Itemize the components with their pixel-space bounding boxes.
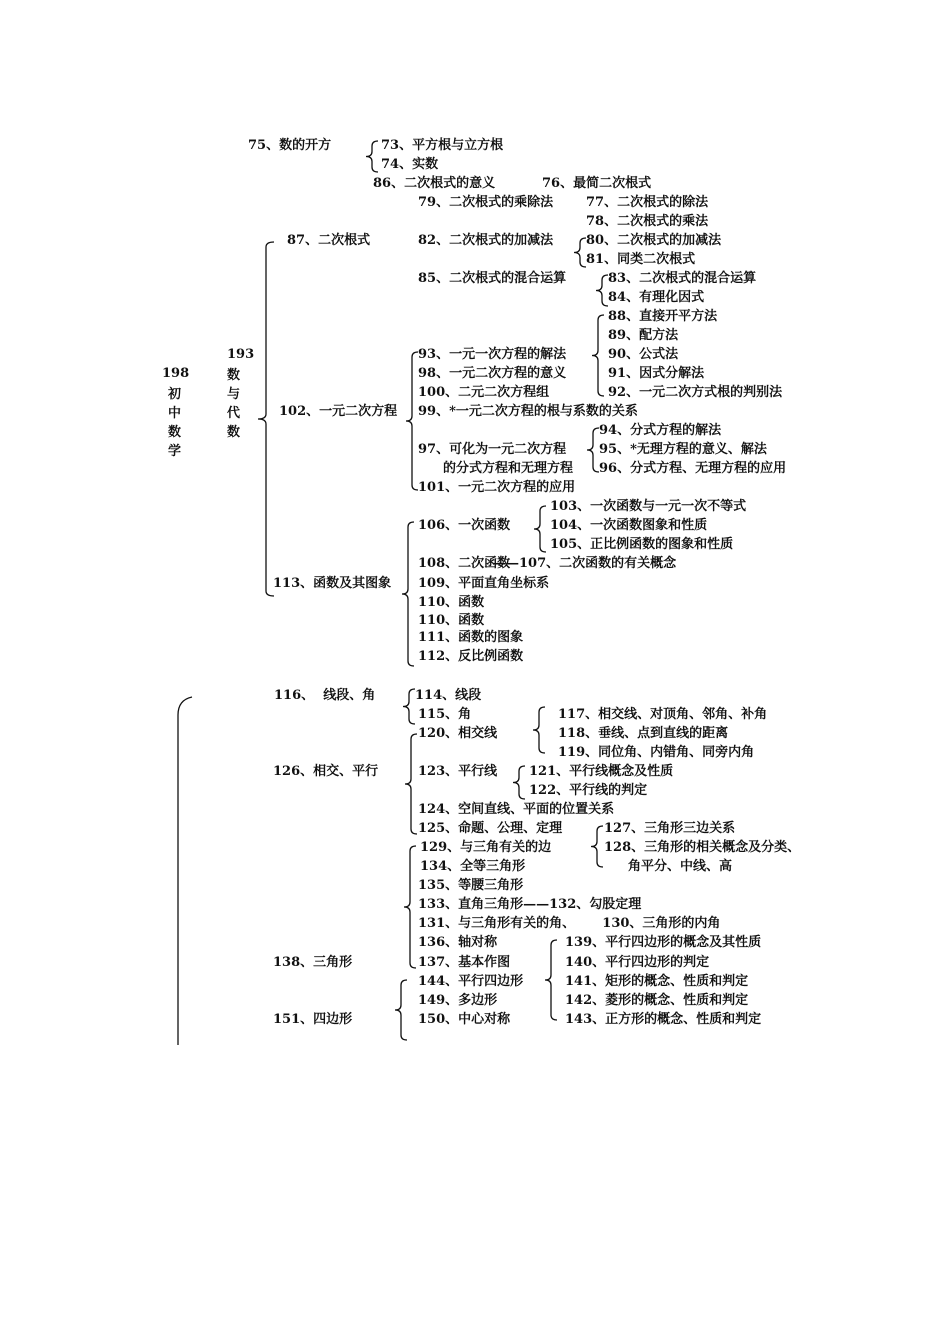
node-138: 138、三角形 — [273, 955, 353, 970]
node-151: 151、四边形 — [273, 1012, 353, 1027]
node-88: 88、直接开平方法 — [608, 309, 718, 324]
node-124: 124、空间直线、平面的位置关系 — [418, 802, 615, 817]
brace-106 — [534, 506, 546, 552]
node-150: 150、中心对称 — [418, 1012, 511, 1027]
node-114: 114、线段 — [415, 688, 482, 703]
brace-193 — [258, 242, 274, 596]
node-131: 131、与三角形有关的角、 130、三角形的内角 — [418, 916, 721, 931]
brace-138 — [404, 846, 416, 968]
node-121: 121、平行线概念及性质 — [529, 764, 674, 779]
node-141: 141、矩形的概念、性质和判定 — [565, 974, 749, 989]
node-108: 108、二次函数 — [418, 556, 511, 571]
brace-93 — [592, 315, 604, 396]
node-77: 77、二次根式的除法 — [586, 195, 709, 210]
node-106: 106、一次函数 — [418, 518, 511, 533]
node-127: 127、三角形三边关系 — [604, 821, 736, 836]
node-136: 136、轴对称 — [418, 935, 498, 950]
node-123: 123、平行线 — [418, 764, 498, 779]
node-79: 79、二次根式的乘除法 — [418, 195, 554, 210]
brace-151 — [395, 980, 407, 1040]
node-110: 110、函数 — [418, 595, 485, 610]
brace-126 — [405, 734, 417, 834]
node-128b: 角平分、中线、高 — [628, 859, 733, 874]
node-89: 89、配方法 — [608, 328, 679, 343]
outer-bracket-geometry — [178, 697, 192, 1045]
node-115: 115、角 — [418, 707, 472, 722]
node-119: 119、同位角、内错角、同旁内角 — [558, 745, 755, 760]
node-83: 83、二次根式的混合运算 — [608, 271, 757, 286]
node-149: 149、多边形 — [418, 993, 498, 1008]
node-84: 84、有理化因式 — [608, 290, 705, 305]
node-109: 109、平面直角坐标系 — [418, 576, 550, 591]
node-94: 94、分式方程的解法 — [599, 423, 722, 438]
brace-125 — [591, 826, 603, 867]
node-125: 125、命题、公理、定理 — [418, 821, 563, 836]
node-75: 75、数的开方 — [248, 138, 332, 153]
node-113: 113、函数及其图象 — [273, 576, 392, 591]
brace-123 — [513, 766, 525, 799]
node-126: 126、相交、平行 — [273, 764, 379, 779]
node-81: 81、同类二次根式 — [586, 252, 696, 267]
node-140: 140、平行四边形的判定 — [565, 955, 710, 970]
node-116: 116、 线段、角 — [274, 688, 376, 703]
vertical-label-193: 数 与 代 数 — [227, 368, 241, 440]
node-142: 142、菱形的概念、性质和判定 — [565, 993, 749, 1008]
node-103: 103、一次函数与一元一次不等式 — [550, 499, 747, 514]
node-86: 86、二次根式的意义 — [373, 176, 496, 191]
node-118: 118、垂线、点到直线的距离 — [558, 726, 729, 741]
node-78: 78、二次根式的乘法 — [586, 214, 709, 229]
node-107: ——107、二次函数的有关概念 — [493, 556, 677, 571]
node-111: 111、函数的图象 — [418, 630, 524, 645]
node-134: 134、全等三角形 — [420, 859, 526, 874]
node-90: 90、公式法 — [608, 347, 679, 362]
node-95: 95、*无理方程的意义、解法 — [599, 442, 767, 457]
vertical-label-198: 初 中 数 学 — [168, 387, 182, 459]
node-193: 193 — [227, 347, 255, 362]
node-110b: 110、函数 — [418, 613, 485, 628]
brace-97 — [587, 428, 599, 472]
node-85: 85、二次根式的混合运算 — [418, 271, 567, 286]
node-97b: 的分式方程和无理方程 — [443, 461, 574, 476]
node-198: 198 — [162, 366, 190, 381]
node-105: 105、正比例函数的图象和性质 — [550, 537, 734, 552]
node-101: 101、一元二次方程的应用 — [418, 480, 576, 495]
node-102: 102、一元二次方程 — [279, 404, 398, 419]
brace-113 — [402, 522, 414, 666]
brace-139 — [545, 940, 557, 1020]
node-117: 117、相交线、对顶角、邻角、补角 — [558, 707, 768, 722]
node-82: 82、二次根式的加减法 — [418, 233, 554, 248]
node-129: 129、与三角有关的边 — [420, 840, 552, 855]
node-91: 91、因式分解法 — [608, 366, 705, 381]
node-76: 76、最简二次根式 — [542, 176, 652, 191]
node-87: 87、二次根式 — [287, 233, 371, 248]
node-120: 120、相交线 — [418, 726, 498, 741]
node-128: 128、三角形的相关概念及分类、 — [604, 840, 801, 855]
node-99: 99、*一元二次方程的根与系数的关系 — [418, 404, 638, 419]
brace-102 — [406, 352, 418, 490]
node-104: 104、一次函数图象和性质 — [550, 518, 708, 533]
node-143: 143、正方形的概念、性质和判定 — [565, 1012, 762, 1027]
brace-85 — [596, 275, 608, 306]
node-97: 97、可化为一元二次方程 — [418, 442, 567, 457]
node-80: 80、二次根式的加减法 — [586, 233, 722, 248]
node-144: 144、平行四边形 — [418, 974, 524, 989]
node-133: 133、直角三角形——132、勾股定理 — [418, 897, 642, 912]
brace-116 — [403, 689, 415, 724]
node-74: 74、实数 — [381, 157, 439, 172]
node-93: 93、一元一次方程的解法 — [418, 347, 567, 362]
node-73: 73、平方根与立方根 — [381, 138, 504, 153]
node-137: 137、基本作图 — [418, 955, 511, 970]
node-122: 122、平行线的判定 — [529, 783, 648, 798]
brace-75 — [366, 141, 378, 172]
node-96: 96、分式方程、无理方程的应用 — [599, 461, 787, 476]
node-135: 135、等腰三角形 — [418, 878, 524, 893]
node-92: 92、一元二次方式根的判别法 — [608, 385, 783, 400]
node-112: 112、反比例函数 — [418, 649, 524, 664]
brace-82 — [574, 238, 586, 267]
node-139: 139、平行四边形的概念及其性质 — [565, 935, 762, 950]
node-98: 98、一元二次方程的意义 — [418, 366, 567, 381]
brace-115 — [533, 707, 545, 753]
node-100: 100、二元二次方程组 — [418, 385, 550, 400]
